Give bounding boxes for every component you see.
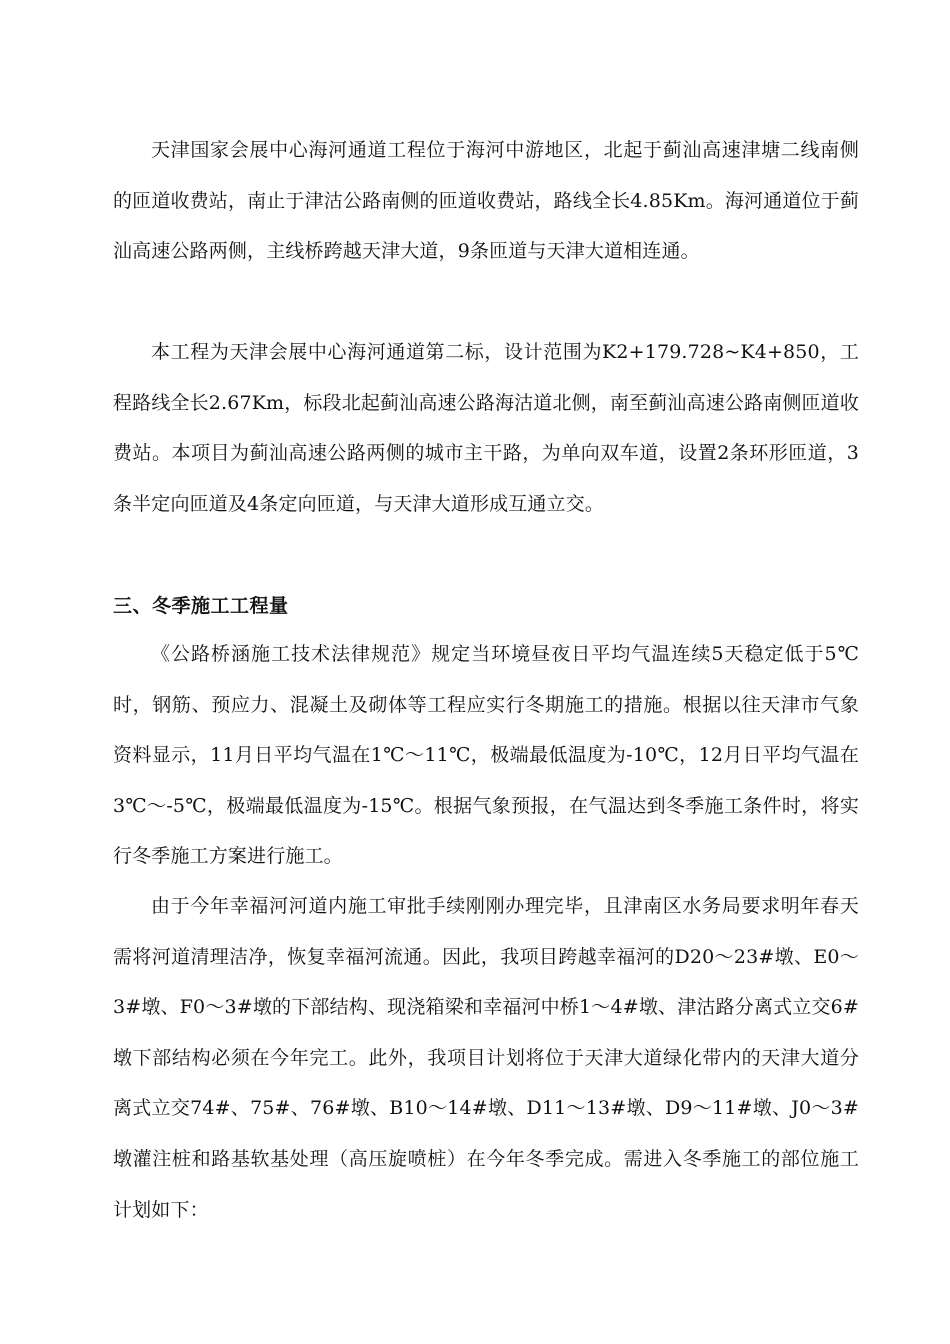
paragraph-winter-plan: 由于今年幸福河河道内施工审批手续刚刚办理完毕，且津南区水务局要求明年春天需将河道清理洁净，恢复幸福河流通。因此，我项目跨越幸福河的D20～23#墩、E0～3#墩、F0～3#墩的下部结构、现浇箱梁和幸福河中桥1～4#墩、津沽路分离式立交6#墩下部结构必须在今年完工。此外，我项目计划将位于天津大道绿化带内的天津大道分离式立交74#、75#、76#墩、B10～14#墩、D11～13#墩、D9～11#墩、J0～3#墩灌注桩和路基软基处理（高压旋喷桩）在今年冬季完成。需进入冬季施工的部位施工计划如下： (113, 895, 859, 1221)
paragraph-winter-regulation: 《公路桥涵施工技术法律规范》规定当环境昼夜日平均气温连续5天稳定低于5℃时，钢筋、预应力、混凝土及砌体等工程应实行冬期施工的措施。根据以往天津市气象资料显示，11月日平均气温在1℃～11℃，极端最低温度为-10℃，12月日平均气温在3℃～-5℃，极端最低温度为-15℃。根据气象预报，在气温达到冬季施工条件时，将实行冬季施工方案进行施工。 (113, 643, 859, 868)
paragraph-project-overview: 天津国家会展中心海河通道工程位于海河中游地区，北起于蓟汕高速津塘二线南侧的匝道收费站，南止于津沽公路南侧的匝道收费站，路线全长4.85Km。海河通道位于蓟汕高速公路两侧，主线桥跨越天津大道，9条匝道与天津大道相连通。 (113, 139, 859, 263)
section-heading-winter-quantities: 三、冬季施工工程量 (113, 595, 289, 617)
paragraph-section-scope: 本工程为天津会展中心海河通道第二标，设计范围为K2+179.728~K4+850，工程路线全长2.67Km，标段北起蓟汕高速公路海沽道北侧，南至蓟汕高速公路南侧匝道收费站。本项目为蓟汕高速公路两侧的城市主干路，为单向双车道，设置2条环形匝道，3条半定向匝道及4条定向匝道，与天津大道形成互通立交。 (113, 341, 859, 515)
